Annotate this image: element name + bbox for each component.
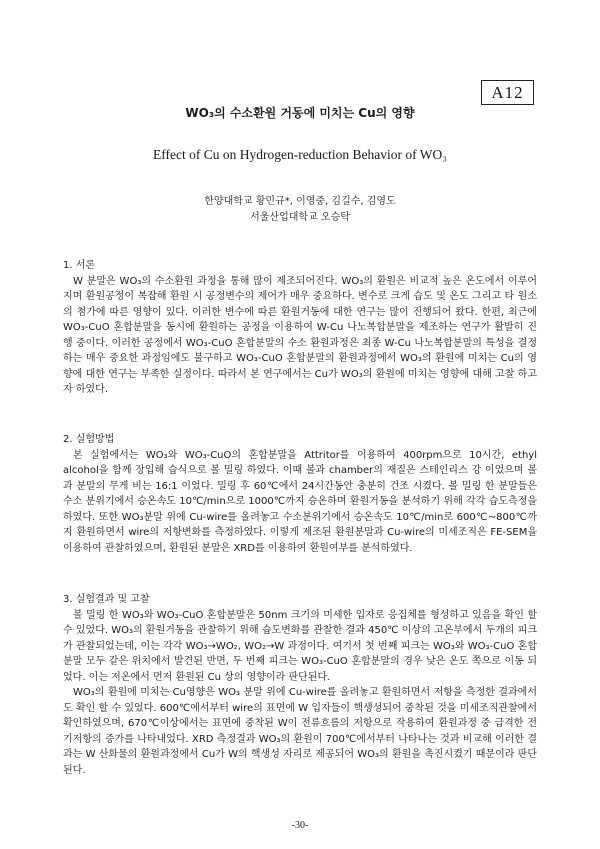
section-paragraph: WO₃의 환원에 미치는 Cu영향은 WO₃ 분말 위에 Cu-wire를 올려놓고 환원하면서 저항을 측정한 결과에서도 확인 할 수 있었다. 600℃에서부터 wire의 표면에 W 입자들이 핵생성되어 중착된 것을 미세조직관찰에서 확인하였으며, 670℃이상에서는 표면에 중착된 W이 전류흐름의 저항으로 작용하여 환원과정 중 급격한 전기저항의 증가를 나타내었다. XRD 측정결과 WO₃의 환원이 700℃에서부터 나타나는 것과 비교해 이러한 결과는 W 산화물의 환원과정에서 Cu가 W의 핵생성 자리로 제공되어 WO₃의 환원을 촉진시켰기 때문이라 판단된다. xyxy=(63,687,537,776)
section-paragraph: 본 실험에서는 WO₃와 WO₃-CuO의 혼합분말을 Attritor를 이용하여 400rpm으로 10시간, ethyl alcohol을 함께 장입해 습식으로 볼 밀링 하였다. 이때 볼과 chamber의 재질은 스테인리스 강 이었으며 볼과 분말의 무게 비는 16:1 이었다. 밀링 후 60℃에서 24시간동안 충분히 건조 시켰다. 볼 밀링 한 분말들은 수소 분위기에서 승온속도 10℃/min으로 1000℃까지 승온하며 환원거동을 분석하기 위해 각각 습도측정을 하였다. 또한 WO₃분말 위에 Cu-wire를 올려놓고 수소분위기에서 승온속도 10℃/min로 600℃~800℃까지 환원하면서 wire의 저항변화를 측정하였다. 이렇게 제조된 환원분말과 Cu-wire의 미세조직은 FE-SEM을 이용하여 관찰하였으며, 환원된 분말은 XRD를 이용하여 환원여부를 분석하였다. xyxy=(63,449,537,554)
section-heading: 1. 서론 xyxy=(63,260,96,271)
section-paragraph: 볼 밀링 한 WO₃와 WO₃-CuO 혼합분말은 50nm 크기의 미세한 입자로 응집체를 형성하고 있음을 확인 할 수 있었다. WO₃의 환원거동을 관찰하기 위해 습도변화를 관찰한 결과 450℃ 이상의 고온부에서 두개의 피크가 관찰되었는데, 이는 각각 WO₃→WO₂, WO₂→W 과정이다. 여기서 첫 번째 피크는 WO₃와 WO₃-CuO 혼합분말 모두 같은 위치에서 발견된 반면, 두 번째 피크는 WO₃-CuO 혼합분말의 경우 낮은 온도 쪽으로 이동 되었다. 이는 저온에서 먼저 환원된 Cu 상의 영향이라 판단된다. xyxy=(63,609,537,683)
title-korean: WO₃의 수소환원 거동에 미치는 Cu의 영향 xyxy=(185,106,415,120)
section-heading: 3. 실험결과 및 고찰 xyxy=(63,594,150,605)
authors-line-2: 서울산업대학교 오승탁 xyxy=(250,212,350,223)
section-paragraph: W 분말은 WO₃의 수소환원 과정을 통해 많이 제조되어진다. WO₃의 환원은 비교적 높은 온도에서 이루어지며 환원공정이 복잡해 환원 시 공정변수의 제어가 매우 중요하다. 변수로 크게 습도 및 온도 그리고 타 원소의 첨가에 따른 영향이 있다. 이러한 변수에 따른 환원거동에 대한 연구는 많이 진행되어 왔다. 한편, 최근에 WO₃-CuO 혼합분말을 동시에 환원하는 공정을 이용하여 W-Cu 나노복합분말을 제조하는 연구가 활발히 진행 중이다. 이러한 공정에서 WO₃-CuO 혼합분말의 수소 환원과정은 최종 W-Cu 나노복합분말의 특성을 결정하는 매우 중요한 과정임에도 불구하고 WO₃-CuO 혼합분말의 환원과정에서 WO₃의 환원에 미치는 Cu의 영향에 대한 연구는 부족한 실정이다. 따라서 본 연구에서는 Cu가 WO₃의 환원에 미치는 영향에 대해 고찰 하고자 하였다. xyxy=(63,275,537,395)
section-introduction xyxy=(63,258,537,398)
title-english: Effect of Cu on Hydrogen-reduction Behavior of WO₃ xyxy=(152,147,447,162)
page-number: -30- xyxy=(291,820,309,831)
section-heading: 2. 실험방법 xyxy=(63,434,115,445)
authors-line-1: 한양대학교 황민규*, 이영중, 김길수, 김영도 xyxy=(204,196,396,207)
abstract-code-box xyxy=(481,80,534,105)
section-results xyxy=(63,592,537,778)
abstract-code: A12 xyxy=(491,82,524,102)
authors-block xyxy=(0,194,600,226)
section-methods xyxy=(63,432,537,556)
